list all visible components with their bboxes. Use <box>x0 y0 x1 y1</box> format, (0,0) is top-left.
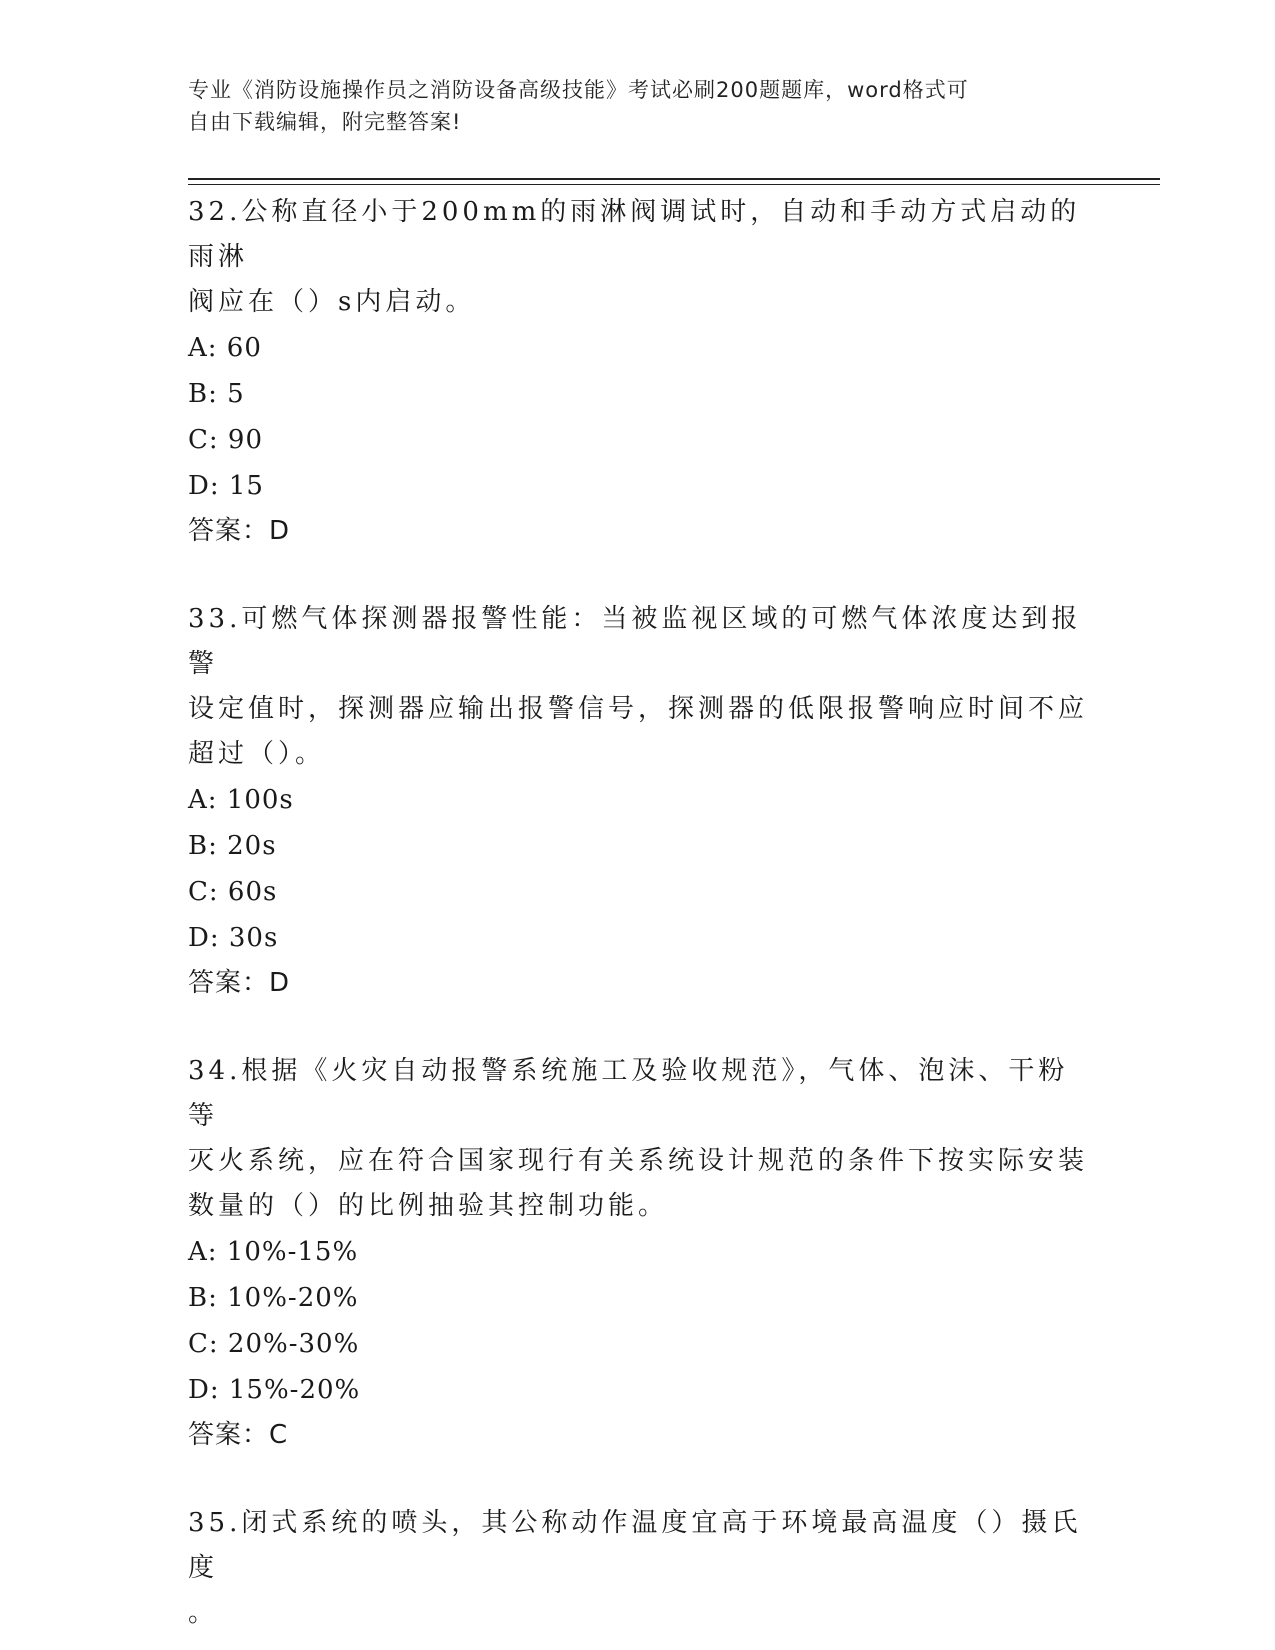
option-c: C: 90 <box>188 425 264 455</box>
header-line-2: 自由下载编辑，附完整答案! <box>188 110 462 134</box>
option-a: A: 10%-15% <box>188 1237 359 1267</box>
question-stem <box>188 190 1088 325</box>
stem-line: 34.根据《火灾自动报警系统施工及验收规范》，气体、泡沫、干粉等 <box>188 1056 1069 1131</box>
option-c: C: 20%-30% <box>188 1329 360 1359</box>
option-b: B: 10%-20% <box>188 1283 359 1313</box>
answer-line: 答案：D <box>188 516 291 546</box>
option-d: D: 30s <box>188 923 279 953</box>
option-d: D: 15 <box>188 471 264 501</box>
option-a: A: 60 <box>188 333 262 363</box>
stem-line: 。 <box>188 1598 219 1628</box>
option-b: B: 20s <box>188 831 277 861</box>
question-stem <box>188 1501 1088 1636</box>
stem-line: 灭火系统，应在符合国家现行有关系统设计规范的条件下按实际安装 <box>188 1146 1089 1176</box>
answer-line: 答案：C <box>188 1420 289 1450</box>
stem-line: 设定值时，探测器应输出报警信号，探测器的低限报警响应时间不应 <box>188 694 1089 724</box>
header-divider-thick <box>188 178 1160 180</box>
document-header <box>188 74 1088 138</box>
answer-line: 答案：D <box>188 968 291 998</box>
question-stem <box>188 1049 1088 1229</box>
option-a: A: 100s <box>188 785 294 815</box>
question-stem <box>188 597 1088 777</box>
header-line-1: 专业《消防设施操作员之消防设备高级技能》考试必刷200题题库，word格式可 <box>188 78 969 102</box>
question-34 <box>188 1049 1088 1457</box>
stem-line: 33.可燃气体探测器报警性能：当被监视区域的可燃气体浓度达到报警 <box>188 604 1082 679</box>
stem-line: 35.闭式系统的喷头，其公称动作温度宜高于环境最高温度（）摄氏度 <box>188 1508 1082 1583</box>
option-c: C: 60s <box>188 877 278 907</box>
question-35 <box>188 1501 1088 1636</box>
question-list <box>188 190 1088 1636</box>
header-divider-thin <box>188 184 1160 185</box>
option-b: B: 5 <box>188 379 245 409</box>
stem-line: 阀应在（）s内启动。 <box>188 287 476 317</box>
question-32 <box>188 190 1088 553</box>
stem-line: 超过（）。 <box>188 739 326 769</box>
option-d: D: 15%-20% <box>188 1375 361 1405</box>
stem-line: 数量的（）的比例抽验其控制功能。 <box>188 1191 669 1221</box>
question-33 <box>188 597 1088 1005</box>
stem-line: 32.公称直径小于200mm的雨淋阀调试时，自动和手动方式启动的雨淋 <box>188 197 1081 272</box>
